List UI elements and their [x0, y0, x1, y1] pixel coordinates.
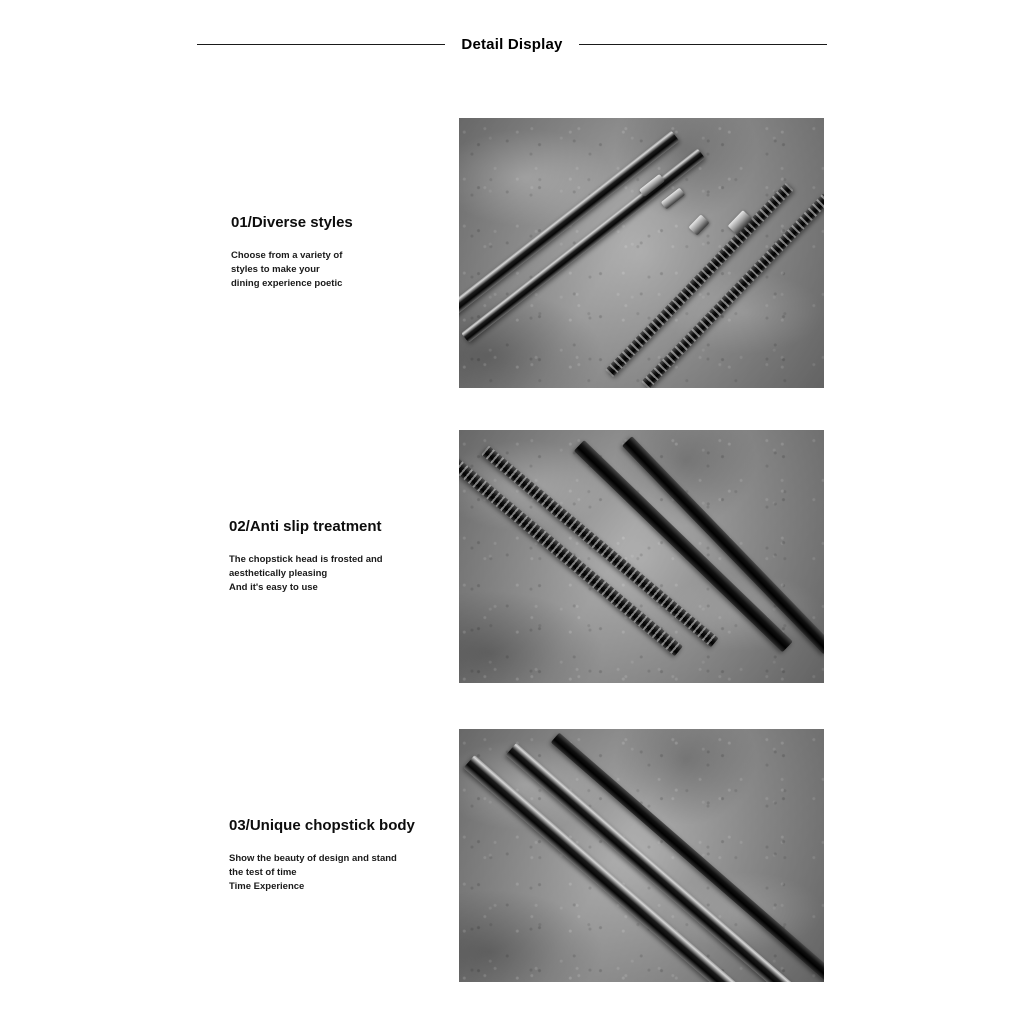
section-3-desc-line-2: the test of time [229, 866, 297, 878]
section-3-desc-line-3: Time Experience [229, 880, 305, 892]
section-1-description [231, 249, 451, 290]
section-3-description [229, 852, 469, 893]
section-2-description [229, 553, 459, 594]
header-rule-left [197, 44, 445, 45]
page-title: Detail Display [461, 36, 563, 53]
header-rule-right [579, 44, 827, 45]
section-3-text [229, 817, 469, 893]
detail-section-3 [0, 729, 1024, 1029]
section-1-desc-line-3: dining experience poetic [231, 277, 343, 289]
section-1-desc-line-1: Choose from a variety of [231, 250, 343, 261]
section-3-image [459, 729, 824, 982]
page-header [0, 36, 1024, 53]
section-1-title: 01/Diverse styles [231, 214, 353, 231]
section-2-desc-line-2: aesthetically pleasing [229, 567, 328, 579]
section-2-desc-line-1: The chopstick head is frosted and [229, 554, 383, 565]
section-2-image [459, 430, 824, 683]
section-2-text [229, 518, 459, 594]
detail-section-2 [0, 430, 1024, 730]
section-3-desc-line-1: Show the beauty of design and stand [229, 853, 397, 864]
section-3-title: 03/Unique chopstick body [229, 817, 415, 834]
section-1-image [459, 118, 824, 388]
detail-section-1 [0, 118, 1024, 408]
section-2-desc-line-3: And it's easy to use [229, 581, 318, 593]
section-1-desc-line-2: styles to make your [231, 263, 320, 275]
section-1-text [231, 214, 451, 290]
section-2-title: 02/Anti slip treatment [229, 518, 382, 535]
